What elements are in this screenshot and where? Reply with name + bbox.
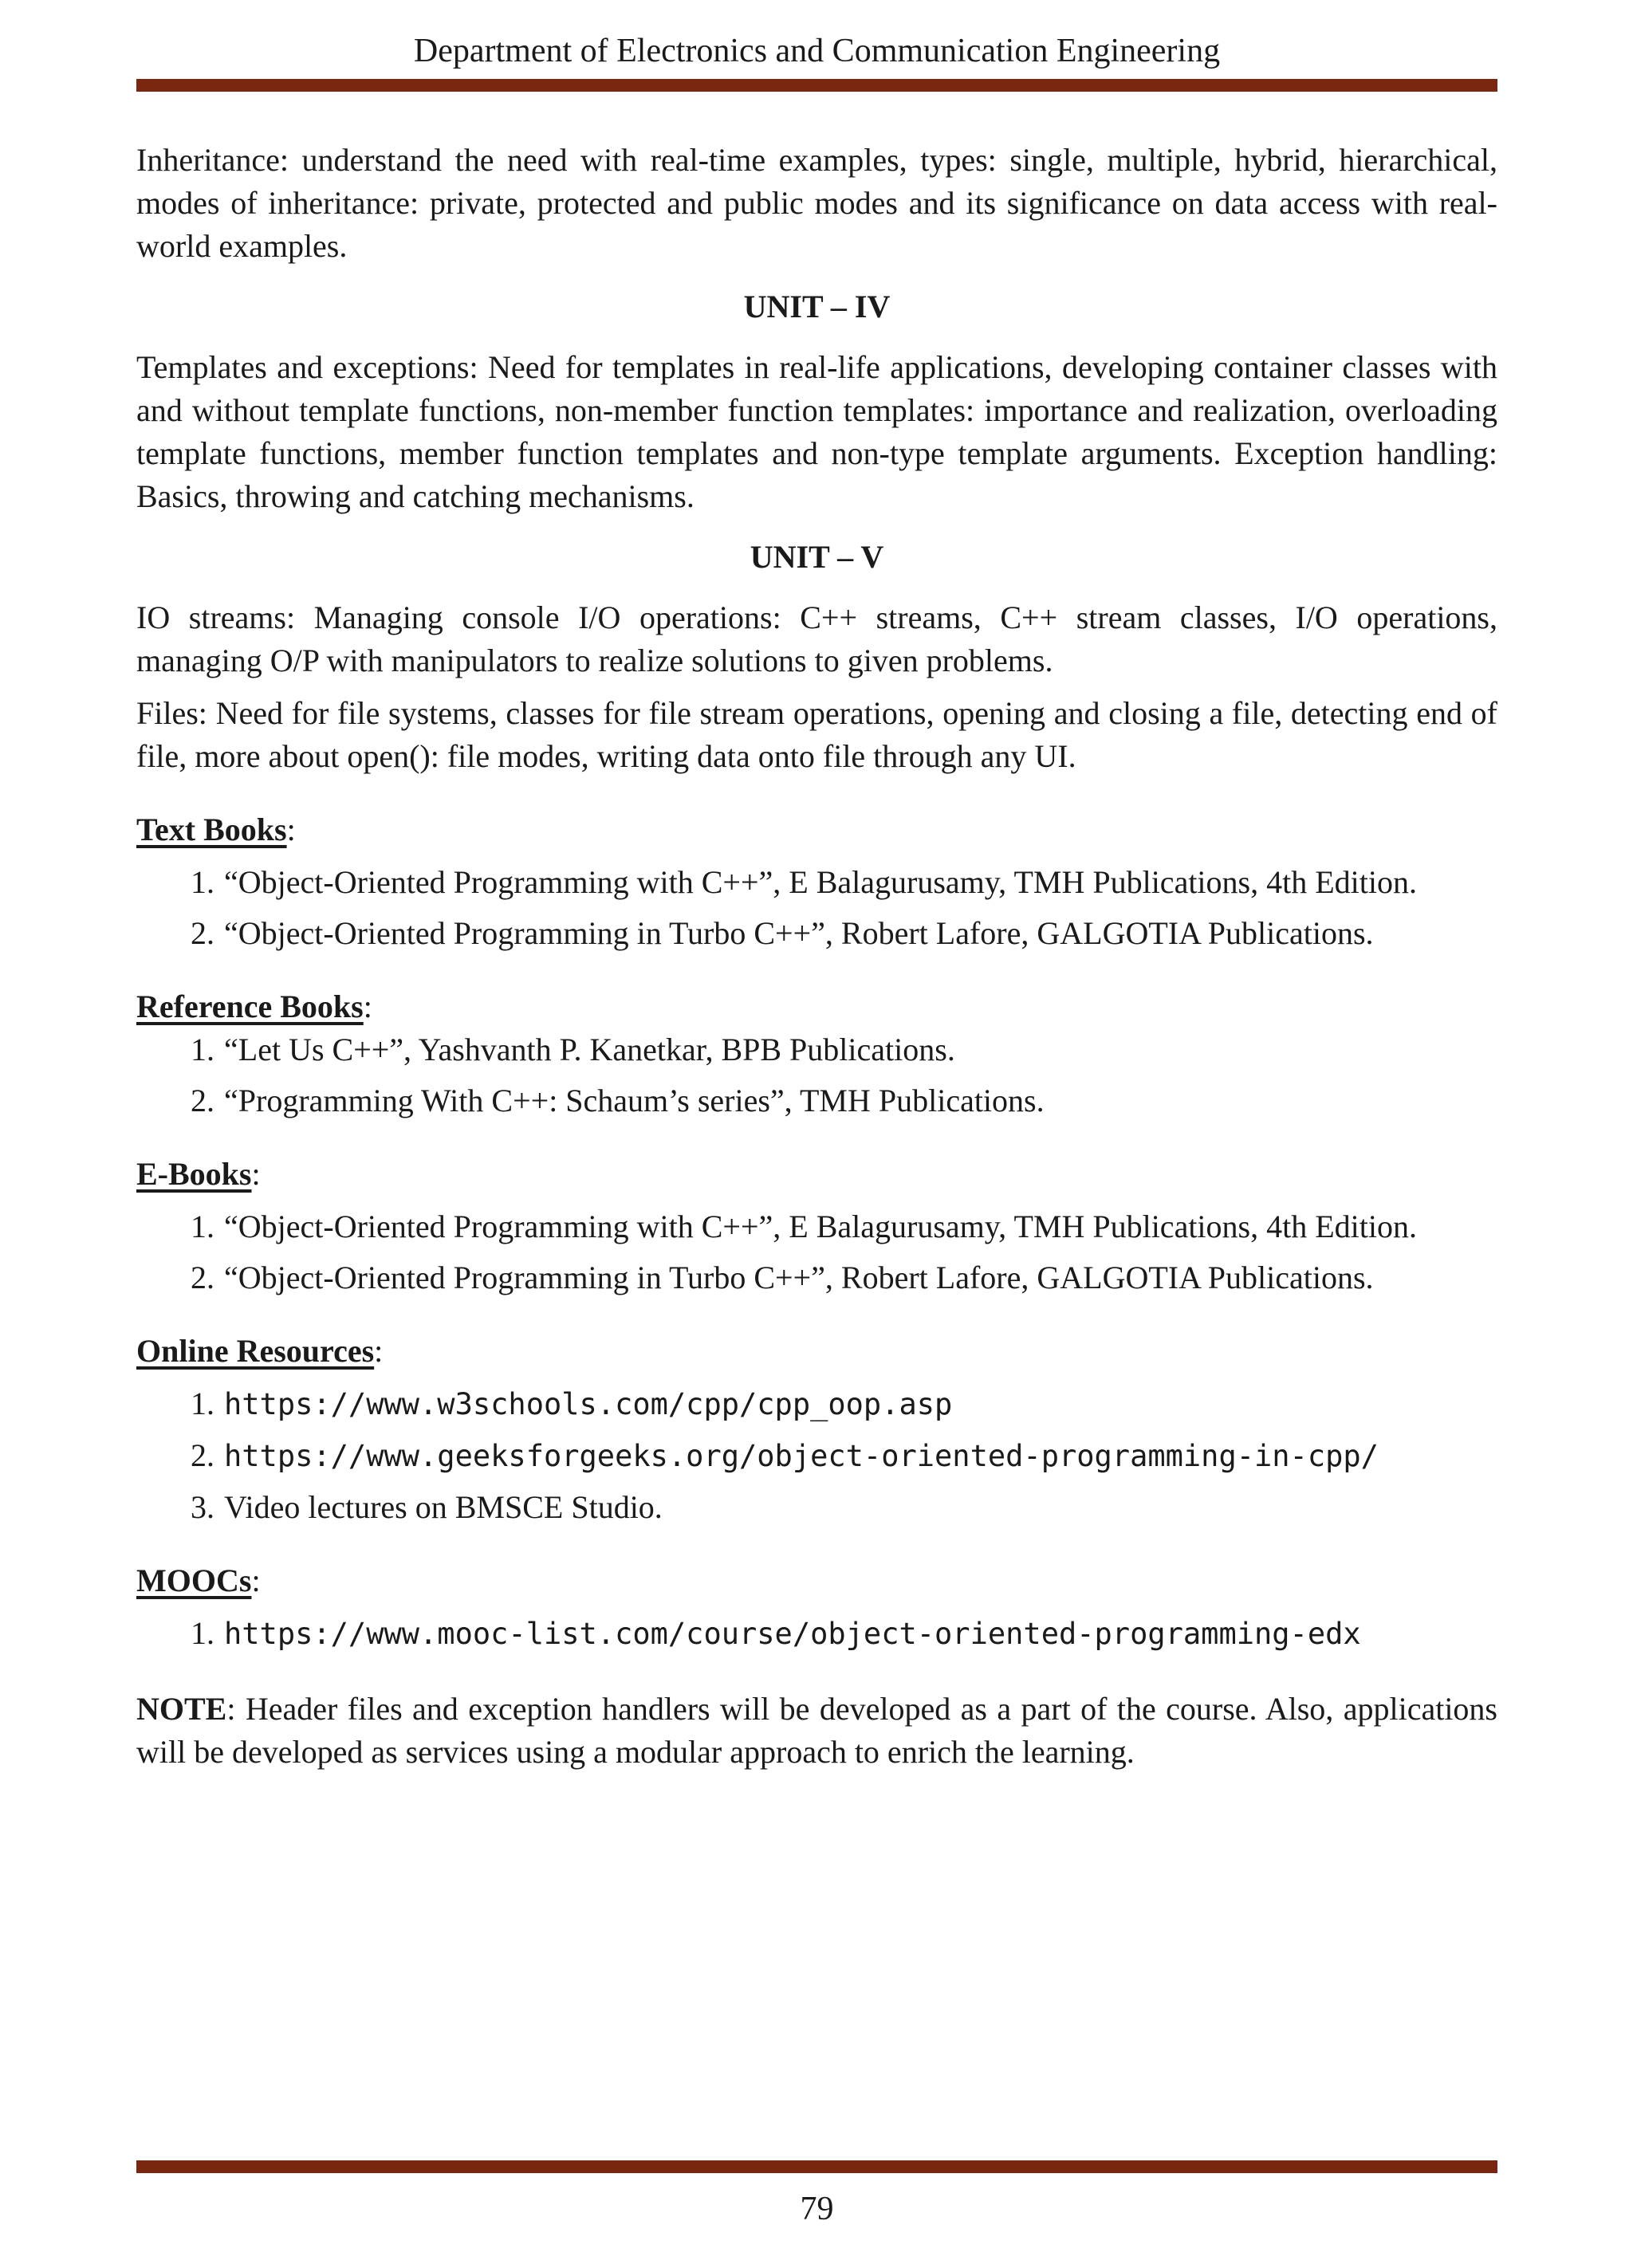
reference-books-label: Reference Books (136, 989, 364, 1024)
note-label: NOTE (136, 1691, 227, 1727)
e-books-heading: E-Books: (136, 1156, 261, 1192)
page-content (136, 139, 1497, 1774)
reference-books-list (136, 1028, 1497, 1122)
e-books-label: E-Books (136, 1156, 252, 1192)
e-books-list (136, 1205, 1497, 1299)
list-item (222, 1382, 1497, 1426)
note-text: : Header files and exception handlers will be developed as a part of the course. Also, applications will be developed as services using a modular approach to enrich the learning. (136, 1691, 1497, 1770)
footer-rule (136, 2160, 1497, 2173)
list-item: 3. Video lectures on BMSCE Studio. (222, 1486, 1497, 1529)
online-resources-label: Online Resources (136, 1333, 375, 1369)
mooc-list-link[interactable]: https://www.mooc-list.com/course/object-oriented-programming-edx (224, 1617, 1361, 1651)
moocs-heading: MOOCs: (136, 1562, 261, 1598)
page-header: Department of Electronics and Communication Engineering (413, 33, 1221, 69)
inheritance-paragraph: Inheritance: understand the need with real-time examples, types: single, multiple, hybrid, hierarchical, modes of inheritance: private, protected and public modes and its significance on data access with real-world examples. (136, 142, 1497, 264)
geeksforgeeks-link[interactable]: https://www.geeksforgeeks.org/object-oriented-programming-in-cpp/ (224, 1439, 1379, 1473)
page-number: 79 (800, 2191, 834, 2227)
unit-5-io-paragraph: IO streams: Managing console I/O operations: C++ streams, C++ stream classes, I/O operations, managing O/P with manipulators to realize solutions to given problems. (136, 599, 1497, 678)
text-books-label: Text Books (136, 812, 287, 847)
list-item: 2. “Object-Oriented Programming in Turbo C++”, Robert Lafore, GALGOTIA Publications. (222, 912, 1497, 955)
list-item: 1. “Object-Oriented Programming with C++”, E Balagurusamy, TMH Publications, 4th Edition. (222, 1205, 1497, 1248)
list-item (222, 1434, 1497, 1478)
list-item: 1. “Object-Oriented Programming with C++”, E Balagurusamy, TMH Publications, 4th Edition. (222, 861, 1497, 904)
unit-4-heading: UNIT – IV (743, 289, 891, 324)
reference-books-heading: Reference Books: (136, 989, 372, 1024)
unit-4-paragraph: Templates and exceptions: Need for templates in real-life applications, developing container classes with and without template functions, non-member function templates: importance and realization, overloading template functions, member function templates and non-type template arguments. Exception handling: Basics, throwing and catching mechanisms. (136, 349, 1497, 514)
online-resources-heading: Online Resources: (136, 1333, 384, 1369)
note-paragraph (136, 1688, 1497, 1774)
list-item (222, 1612, 1497, 1656)
text-books-list (136, 861, 1497, 955)
text-books-heading: Text Books: (136, 812, 296, 847)
list-item: 1. “Let Us C++”, Yashvanth P. Kanetkar, BPB Publications. (222, 1028, 1497, 1071)
unit-5-heading: UNIT – V (750, 539, 884, 575)
list-item: 2. “Programming With C++: Schaum’s series”, TMH Publications. (222, 1079, 1497, 1122)
w3schools-link[interactable]: https://www.w3schools.com/cpp/cpp_oop.asp (224, 1387, 953, 1421)
online-resources-list (136, 1382, 1497, 1529)
moocs-list (136, 1612, 1497, 1656)
moocs-label: MOOCs (136, 1562, 252, 1598)
list-item: 2. “Object-Oriented Programming in Turbo C++”, Robert Lafore, GALGOTIA Publications. (222, 1256, 1497, 1299)
header-rule (136, 79, 1497, 92)
unit-5-files-paragraph: Files: Need for file systems, classes for file stream operations, opening and closing a file, detecting end of file, more about open(): file modes, writing data onto file through any UI. (136, 695, 1497, 774)
